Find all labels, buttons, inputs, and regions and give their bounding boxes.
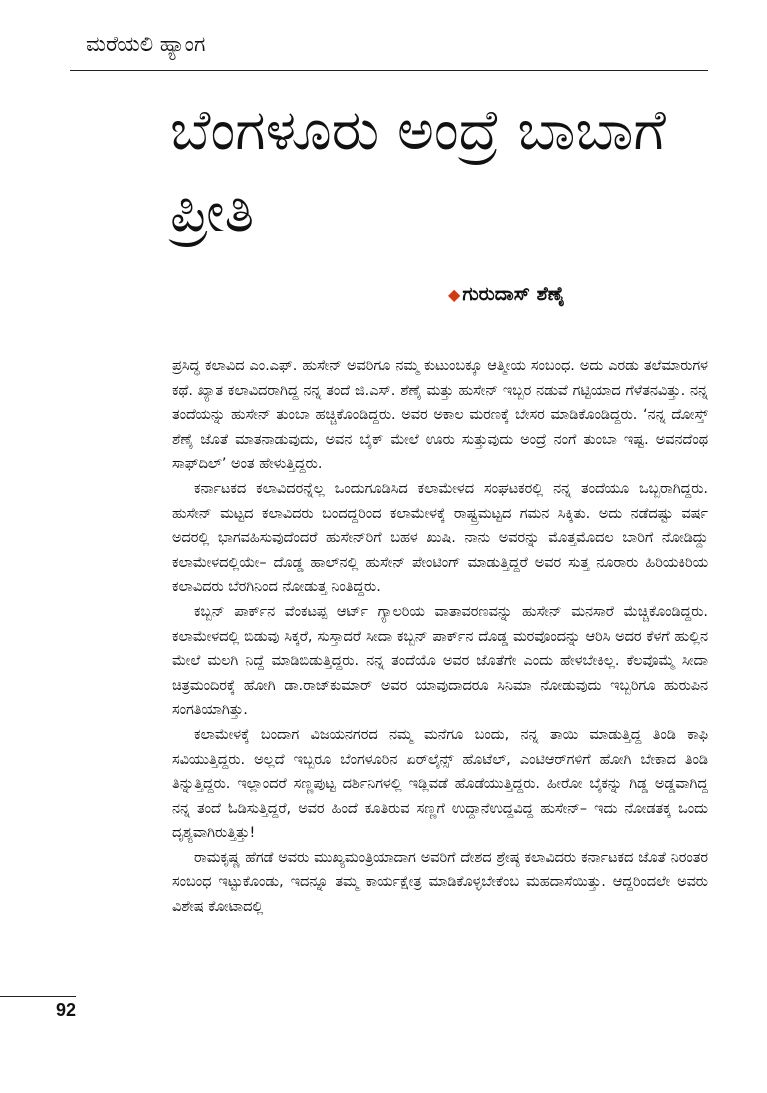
diamond-bullet-icon: ◆ [448, 285, 461, 304]
body-paragraph: ಕರ್ನಾಟಕದ ಕಲಾವಿದರನ್ನೆಲ್ಲ ಒಂದುಗೂಡಿಸಿದ ಕಲಾಮೇಳದ ಸಂಘಟಕರಲ್ಲಿ ನನ್ನ ತಂದೆಯೂ ಒಬ್ಬರಾಗಿದ್ದರು. ಹುಸೇನ್ ಮಟ್ಟದ ಕಲಾವಿದರು ಬಂದದ್ದರಿಂದ ಕಲಾಮೇಳಕ್ಕೆ ರಾಷ್ಟ್ರಮಟ್ಟದ ಗಮನ ಸಿಕ್ಕಿತು. ಅದು ನಡೆದಷ್ಟು ವರ್ಷ ಅದರಲ್ಲಿ ಭಾಗವಹಿಸುವುದೆಂದರೆ ಹುಸೇನ್‌ರಿಗೆ ಬಹಳ ಖುಷಿ. ನಾನು ಅವರನ್ನು ಮೊತ್ತಮೊದಲ ಬಾರಿಗೆ ನೋಡಿದ್ದು ಕಲಾಮೇಳದಲ್ಲಿಯೇ– ದೊಡ್ಡ ಹಾಲ್‌ನಲ್ಲಿ ಹುಸೇನ್ ಪೇಂಟಿಂಗ್ ಮಾಡುತ್ತಿದ್ದರೆ ಅವರ ಸುತ್ತ ನೂರಾರು ಹಿರಿಯಕಿರಿಯ ಕಲಾವಿದರು ಬೆರಗಿನಿಂದ ನೋಡುತ್ತ ನಿಂತಿದ್ದರು. [172, 480, 708, 596]
byline [448, 283, 565, 305]
body-paragraph: ಪ್ರಸಿದ್ಧ ಕಲಾವಿದ ಎಂ.ಎಫ್. ಹುಸೇನ್ ಅವರಿಗೂ ನಮ್ಮ ಕುಟುಂಬಕ್ಕೂ ಆತ್ಮೀಯ ಸಂಬಂಧ. ಅದು ಎರಡು ತಲೆಮಾರುಗಳ ಕಥೆ. ಖ್ಯಾತ ಕಲಾವಿದರಾಗಿದ್ದ ನನ್ನ ತಂದೆ ಜಿ.ಎಸ್. ಶೆಣೈ ಮತ್ತು ಹುಸೇನ್ ಇಬ್ಬರ ನಡುವೆ ಗಟ್ಟಿಯಾದ ಗೆಳೆತನವಿತ್ತು. ನನ್ನ ತಂದೆಯನ್ನು ಹುಸೇನ್ ತುಂಬಾ ಹಚ್ಚಿಕೊಂಡಿದ್ದರು. ಅವರ ಅಕಾಲ ಮರಣಕ್ಕೆ ಬೇಸರ ಮಾಡಿಕೊಂಡಿದ್ದರು. ‘ನನ್ನ ದೋಸ್ತ್ ಶೆಣೈ ಜೊತೆ ಮಾತನಾಡುವುದು, ಅವನ ಬೈಕ್ ಮೇಲೆ ಊರು ಸುತ್ತುವುದು ಅಂದ್ರೆ ನಂಗೆ ತುಂಬಾ ಇಷ್ಟ. ಅವನದೆಂಥ ಸಾಫ್‌ದಿಲ್’ ಅಂತ ಹೇಳುತ್ತಿದ್ದರು. [172, 358, 708, 473]
author-name: ಗುರುದಾಸ್ ಶೆಣೈ [462, 283, 565, 305]
page-number: 92 [56, 1000, 77, 1020]
body-paragraph: ರಾಮಕೃಷ್ಣ ಹೆಗಡೆ ಅವರು ಮುಖ್ಯಮಂತ್ರಿಯಾದಾಗ ಅವರಿಗೆ ದೇಶದ ಶ್ರೇಷ್ಠ ಕಲಾವಿದರು ಕರ್ನಾಟಕದ ಜೊತೆ ನಿರಂತರ ಸಂಬಂಧ ಇಟ್ಟುಕೊಂಡು, ಇದನ್ನೂ ತಮ್ಮ ಕಾರ್ಯಕ್ಷೇತ್ರ ಮಾಡಿಕೊಳ್ಳಬೇಕೆಂಬ ಮಹದಾಸೆಯಿತ್ತು. ಆದ್ದರಿಂದಲೇ ಅವರು ವಿಶೇಷ ಕೋಟಾದಲ್ಲಿ [172, 849, 708, 916]
article-body [172, 354, 708, 1024]
body-paragraph: ಕಬ್ಬನ್ ಪಾರ್ಕ್‌ನ ವೆಂಕಟಪ್ಪ ಆರ್ಟ್ ಗ್ಯಾಲರಿಯ ವಾತಾವರಣವನ್ನು ಹುಸೇನ್ ಮನಸಾರೆ ಮೆಚ್ಚಿಕೊಂಡಿದ್ದರು. ಕಲಾಮೇಳದಲ್ಲಿ ಬಿಡುವು ಸಿಕ್ಕರೆ, ಸುಸ್ತಾದರೆ ಸೀದಾ ಕಬ್ಬನ್ ಪಾರ್ಕ್‌ನ ದೊಡ್ಡ ಮರವೊಂದನ್ನು ಆರಿಸಿ ಅದರ ಕೆಳಗೆ ಹುಲ್ಲಿನ ಮೇಲೆ ಮಲಗಿ ನಿದ್ದೆ ಮಾಡಿಬಿಡುತ್ತಿದ್ದರು. ನನ್ನ ತಂದೆಯೊ ಅವರ ಜೊತೆಗೇ ಎಂದು ಹೇಳಬೇಕಿಲ್ಲ. ಕೆಲವೊಮ್ಮೆ ಸೀದಾ ಚಿತ್ರಮಂದಿರಕ್ಕೆ ಹೋಗಿ ಡಾ.ರಾಜ್‌ಕುಮಾರ್ ಅವರ ಯಾವುದಾದರೂ ಸಿನಿಮಾ ನೋಡುವುದು ಇಬ್ಬರಿಗೂ ಹುರುಪಿನ ಸಂಗತಿಯಾಗಿತ್ತು. [172, 603, 708, 719]
body-paragraph: ಕಲಾಮೇಳಕ್ಕೆ ಬಂದಾಗ ವಿಜಯನಗರದ ನಮ್ಮ ಮನೆಗೂ ಬಂದು, ನನ್ನ ತಾಯಿ ಮಾಡುತ್ತಿದ್ದ ತಿಂಡಿ ಕಾಫಿ ಸವಿಯುತ್ತಿದ್ದರು. ಅಲ್ಲದೆ ಇಬ್ಬರೂ ಬೆಂಗಳೂರಿನ ಏರ್‌ಲೈನ್ಸ್ ಹೊಟೆಲ್, ಎಂಟಿಆರ್‌ಗಳಿಗೆ ಹೋಗಿ ಬೇಕಾದ ತಿಂಡಿ ತಿನ್ನುತ್ತಿದ್ದರು. ಇಲ್ಲಾಂದರೆ ಸಣ್ಣಪುಟ್ಟ ದರ್ಶಿನಿಗಳಲ್ಲಿ ಇಡ್ಲಿವಡೆ ಹೊಡೆಯುತ್ತಿದ್ದರು. ಹೀರೋ ಬೈಕನ್ನು ಗಿಡ್ಡ ಅಡ್ಡವಾಗಿದ್ದ ನನ್ನ ತಂದೆ ಓಡಿಸುತ್ತಿದ್ದರೆ, ಅವರ ಹಿಂದೆ ಕೂತಿರುವ ಸಣ್ಣಗೆ ಉದ್ದಾನೆಉದ್ದವಿದ್ದ ಹುಸೇನ್– ಇದು ನೋಡತಕ್ಕ ಒಂದು ದೃಶ್ಯವಾಗಿರುತ್ತಿತ್ತು! [172, 726, 708, 842]
article-title: ಬೆಂಗಳೂರು ಅಂದ್ರೆ ಬಾಬಾಗೆ ಪ್ರೀತಿ [170, 98, 666, 245]
header-rule [70, 70, 708, 71]
footer-rule [0, 996, 76, 997]
running-head-section: ಮರೆಯಲಿ ಹ್ಯಾಂಗ [86, 32, 206, 56]
